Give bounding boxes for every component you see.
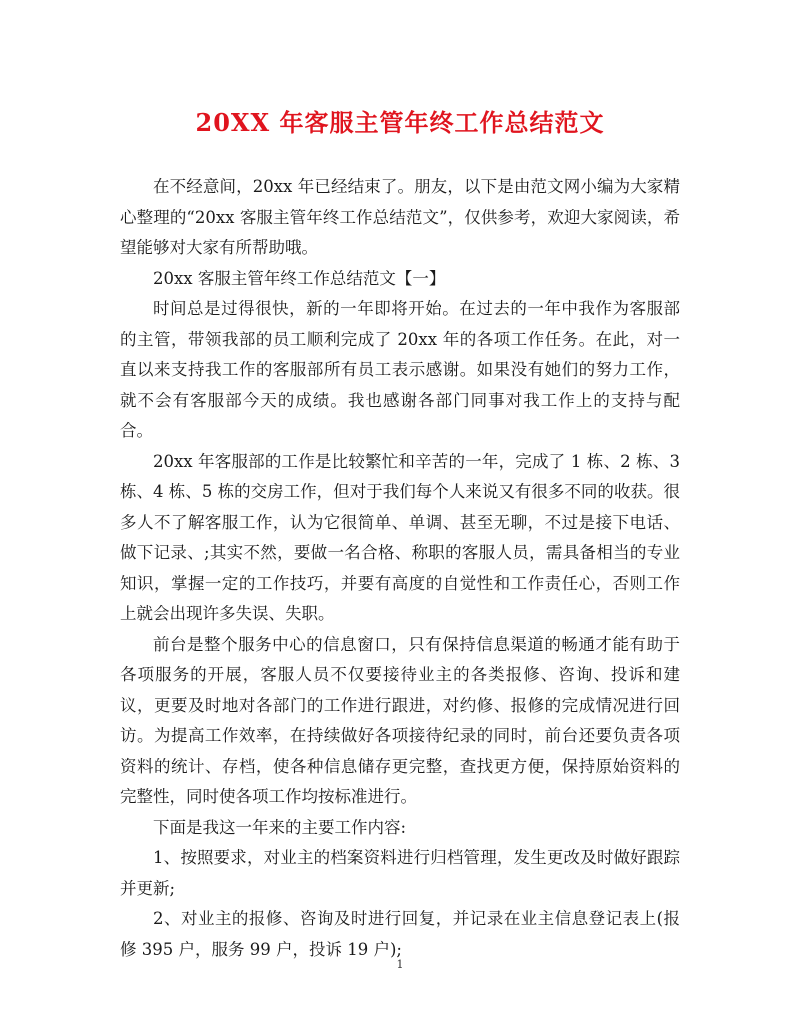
page-title: 20XX 年客服主管年终工作总结范文 [195,108,605,137]
list-item: 1、按照要求，对业主的档案资料进行归档管理，发生更改及时做好跟踪并更新; [120,848,680,898]
list-intro: 下面是我这一年来的主要工作内容: [153,817,407,837]
list-item: 2、对业主的报修、咨询及时进行回复，并记录在业主信息登记表上(报修 395 户，服务 99 户，投诉 19 户); [120,909,680,959]
body-paragraph: 时间总是过得很快，新的一年即将开始。在过去的一年中我作为客服部的主管，带领我部的员工顺利完成了 20xx 年的各项工作任务。在此，对一直以来支持我工作的客服部所有员工表示感谢。如果没有她们的努力工作，就不会有客服部今天的成绩。我也感谢各部门同事对我工作上的支持与配合。 [120,299,680,440]
intro-paragraph: 在不经意间，20xx 年已经结束了。朋友，以下是由范文网小编为大家精心整理的“20xx 客服主管年终工作总结范文”，仅供参考，欢迎大家阅读，希望能够对大家有所帮助哦。 [120,177,680,257]
body-paragraph: 前台是整个服务中心的信息窗口，只有保持信息渠道的畅通才能有助于各项服务的开展，客服人员不仅要接待业主的各类报修、咨询、投诉和建议，更要及时地对各部门的工作进行跟进，对约修、报修的完成情况进行回访。为提高工作效率，在持续做好各项接待纪录的同时，前台还要负责各项资料的统计、存档，使各种信息储存更完整，查找更方便，保持原始资料的完整性，同时使各项工作均按标准进行。 [120,634,680,806]
body-paragraph: 20xx 年客服部的工作是比较繁忙和辛苦的一年，完成了 1 栋、2 栋、3 栋、4 栋、5 栋的交房工作，但对于我们每个人来说又有很多不同的收获。很多人不了解客服工作，认为它很简单、单调、甚至无聊，不过是接下电话、做下记录、;其实不然，要做一名合格、称职的客服人员，需具备相当的专业知识，掌握一定的工作技巧，并要有高度的自觉性和工作责任心，否则工作上就会出现许多失误、失职。 [120,451,680,623]
page-number: 1 [396,958,404,971]
document-body [120,172,680,965]
section-heading: 20xx 客服主管年终工作总结范文【一】 [153,268,446,288]
